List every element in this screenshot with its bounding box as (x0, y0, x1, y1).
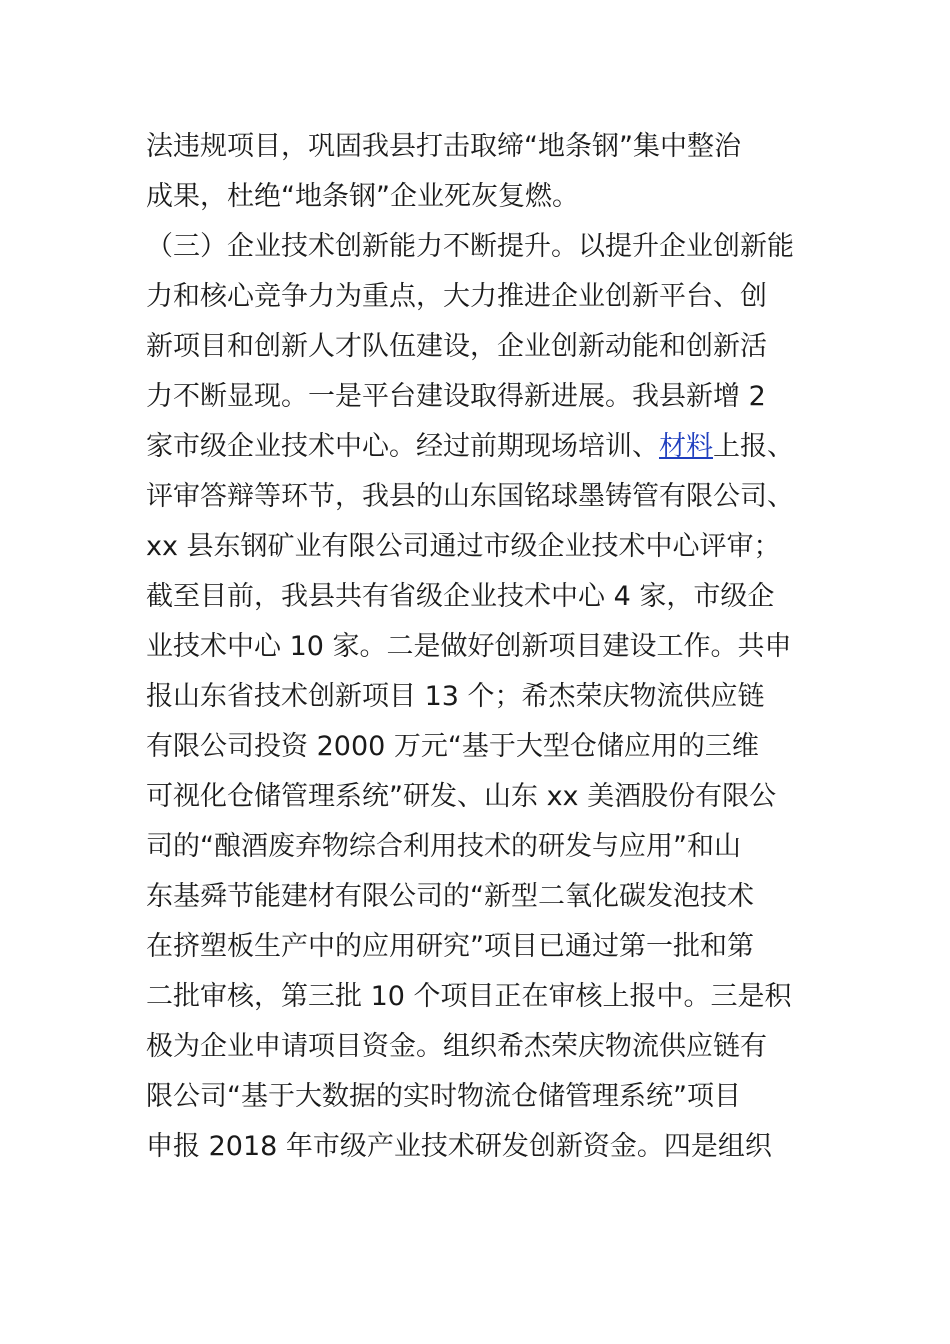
text-line-7 (146, 422, 846, 472)
text-line-6 (146, 372, 846, 422)
text-line-2 (146, 172, 846, 222)
text-line-17 (146, 922, 846, 972)
body-text (146, 122, 846, 1172)
line-text: 上报、 (713, 431, 794, 462)
materials-link[interactable]: 材料 (659, 431, 713, 462)
line-text: 可视化仓储管理系统”研发、山东 xx 美酒股份有限公 (146, 781, 777, 812)
line-text: 在挤塑板生产中的应用研究”项目已通过第一批和第 (146, 931, 754, 962)
line-text: 极为企业申请项目资金。组织希杰荣庆物流供应链有 (146, 1031, 767, 1062)
line-text: 评审答辩等环节，我县的山东国铭球墨铸管有限公司、 (146, 481, 794, 512)
text-line-15 (146, 822, 846, 872)
text-line-8 (146, 472, 846, 522)
line-text: 法违规项目，巩固我县打击取缔“地条钢”集中整治 (146, 131, 741, 162)
text-line-20 (146, 1072, 846, 1122)
text-line-16 (146, 872, 846, 922)
text-line-5 (146, 322, 846, 372)
text-line-19 (146, 1022, 846, 1072)
line-text: 有限公司投资 2000 万元“基于大型仓储应用的三维 (146, 731, 759, 762)
line-text: （三）企业技术创新能力不断提升。以提升企业创新能 (146, 231, 794, 262)
text-line-18 (146, 972, 846, 1022)
text-line-3 (146, 222, 846, 272)
line-text: 成果，杜绝“地条钢”企业死灰复燃。 (146, 181, 579, 212)
text-line-13 (146, 722, 846, 772)
line-text: 力和核心竞争力为重点，大力推进企业创新平台、创 (146, 281, 767, 312)
text-line-12 (146, 672, 846, 722)
line-text: 业技术中心 10 家。二是做好创新项目建设工作。共申 (146, 631, 792, 662)
line-text: 报山东省技术创新项目 13 个；希杰荣庆物流供应链 (146, 681, 765, 712)
line-text: 东基舜节能建材有限公司的“新型二氧化碳发泡技术 (146, 881, 754, 912)
text-line-10 (146, 572, 846, 622)
line-text: 限公司“基于大数据的实时物流仓储管理系统”项目 (146, 1081, 741, 1112)
line-text: 力不断显现。一是平台建设取得新进展。我县新增 2 (146, 381, 766, 412)
line-text: 司的“酿酒废弃物综合利用技术的研发与应用”和山 (146, 831, 741, 862)
line-text: 申报 2018 年市级产业技术研发创新资金。四是组织 (146, 1131, 772, 1162)
line-text: 家市级企业技术中心。经过前期现场培训、 (146, 431, 659, 462)
text-line-21 (146, 1122, 846, 1172)
text-line-1 (146, 122, 846, 172)
line-text: 截至目前，我县共有省级企业技术中心 4 家，市级企 (146, 581, 775, 612)
line-text: 新项目和创新人才队伍建设，企业创新动能和创新活 (146, 331, 767, 362)
text-line-14 (146, 772, 846, 822)
text-line-4 (146, 272, 846, 322)
line-text: 二批审核，第三批 10 个项目正在审核上报中。三是积 (146, 981, 792, 1012)
text-line-11 (146, 622, 846, 672)
line-text: xx 县东钢矿业有限公司通过市级企业技术中心评审； (146, 531, 781, 562)
text-line-9 (146, 522, 846, 572)
